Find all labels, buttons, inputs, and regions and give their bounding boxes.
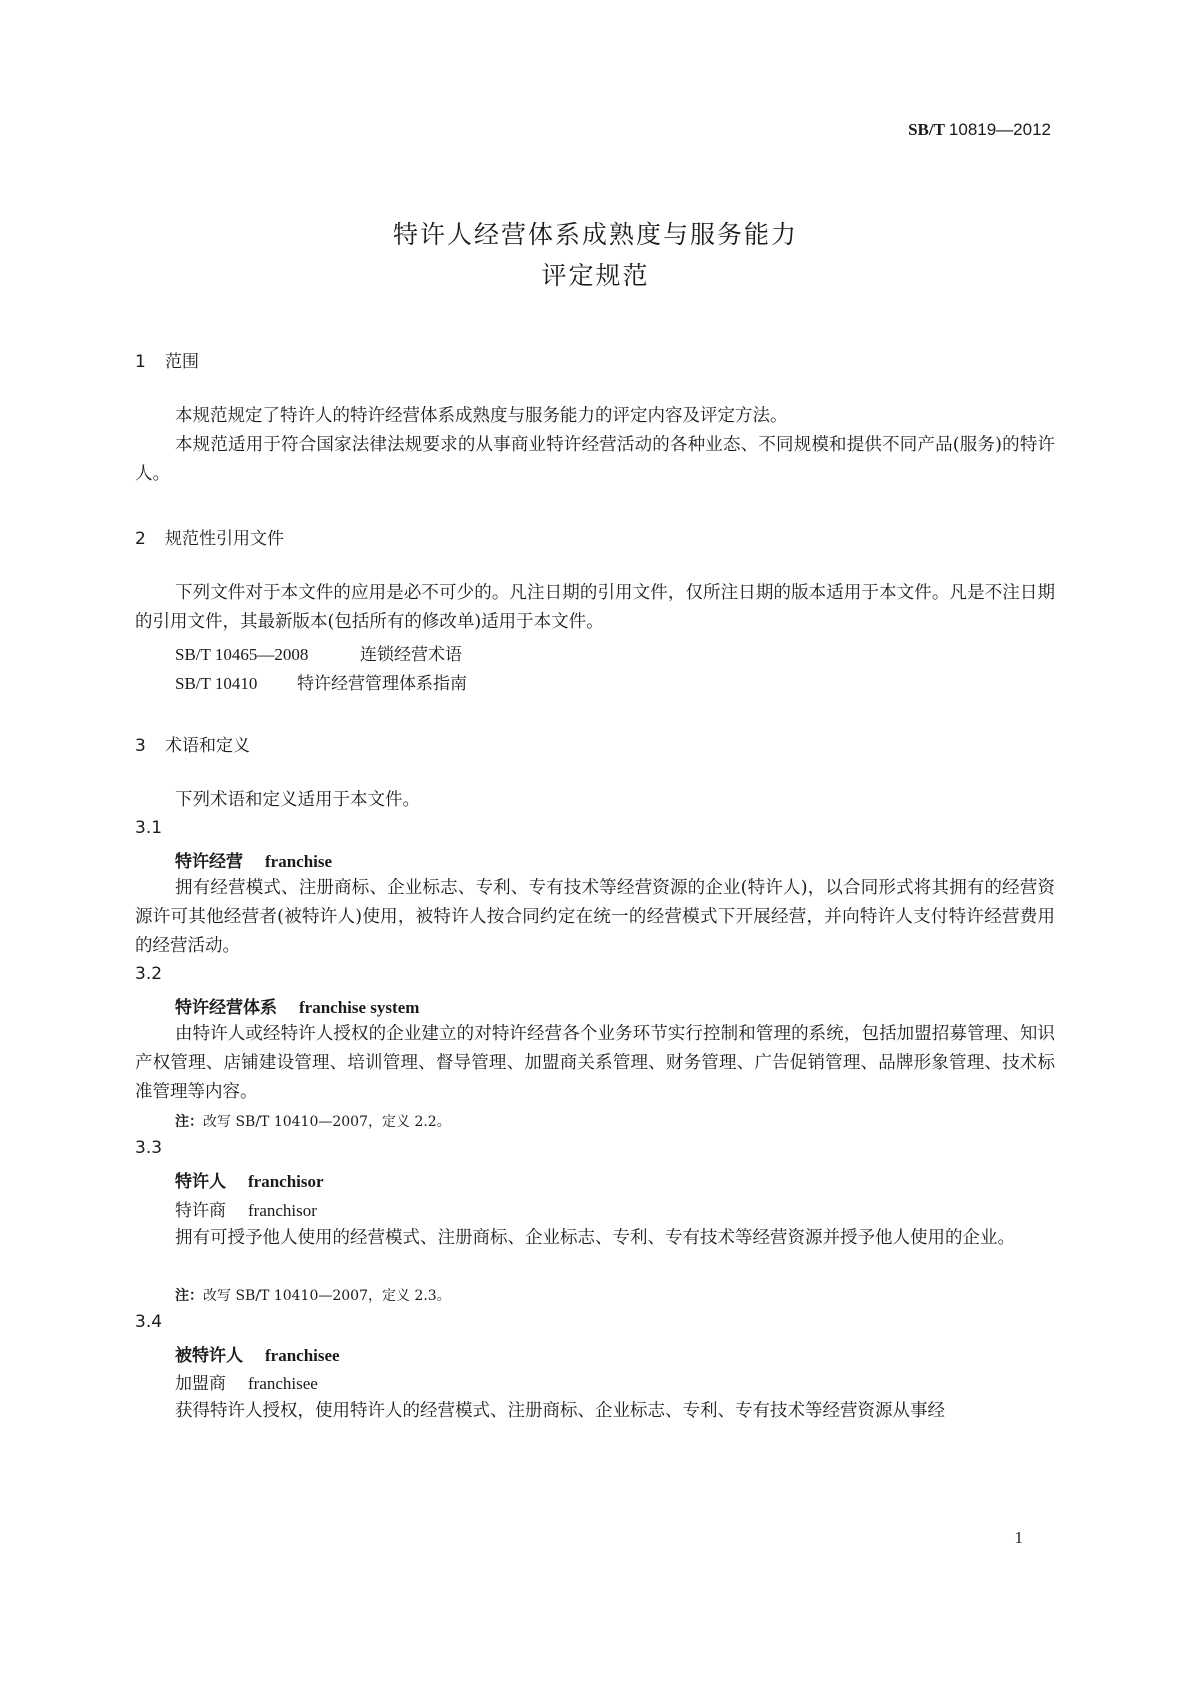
synonym-zh: 特许商 [175, 1201, 226, 1221]
section-1-title: 范围 [165, 352, 199, 372]
term-zh: 特许经营 [175, 852, 243, 872]
section-1-number: 1 [135, 352, 146, 372]
clause-number: 3.3 [135, 1138, 163, 1158]
note-label: 注： [175, 1288, 203, 1304]
term-entry [175, 1341, 340, 1366]
document-title-line1: 特许人经营体系成熟度与服务能力 [392, 220, 798, 249]
reference-code: SB/T 10465—2008 [175, 645, 309, 664]
section-2-title: 规范性引用文件 [165, 529, 284, 549]
document-title-line2: 评定规范 [541, 261, 650, 290]
normative-reference [175, 669, 467, 694]
synonym-en: franchisee [248, 1374, 318, 1393]
term-definition: 拥有经营模式、注册商标、企业标志、专利、专有技术等经营资源的企业(特许人)，以合同形式将其拥有的经营资源许可其他经营者(被特许人)使用，被特许人按合同约定在统一的经营模式下开展经营，并向特许人支付特许经营费用的经营活动。 [135, 878, 1055, 956]
term-zh: 特许人 [175, 1172, 226, 1192]
note-label: 注： [175, 1114, 203, 1130]
clause-number: 3.4 [135, 1312, 163, 1332]
term-en: franchise [265, 852, 333, 871]
term-entry [175, 847, 332, 872]
page-number: 1 [1014, 1528, 1023, 1547]
normative-reference [175, 640, 462, 665]
clause-number: 3.2 [135, 964, 163, 984]
section-3-heading [135, 731, 250, 756]
section-2-number: 2 [135, 529, 146, 549]
section-1-heading [135, 347, 199, 372]
term-synonym [175, 1196, 317, 1221]
term-entry [175, 993, 419, 1018]
term-en: franchisee [265, 1346, 340, 1365]
section-2-paragraph-1: 下列文件对于本文件的应用是必不可少的。凡注日期的引用文件，仅所注日期的版本适用于本文件。凡是不注日期的引用文件，其最新版本(包括所有的修改单)适用于本文件。 [135, 583, 1055, 632]
reference-title: 特许经营管理体系指南 [297, 674, 467, 694]
term-definition: 拥有可授予他人使用的经营模式、注册商标、企业标志、专利、专有技术等经营资源并授予他人使用的企业。 [175, 1228, 1015, 1248]
term-zh: 特许经营体系 [175, 998, 277, 1018]
term-entry [175, 1167, 324, 1192]
term-en: franchise system [299, 998, 420, 1017]
section-3-number: 3 [135, 736, 146, 756]
section-3-title: 术语和定义 [165, 736, 250, 756]
clause-number: 3.1 [135, 818, 163, 838]
term-en: franchisor [248, 1172, 324, 1191]
synonym-en: franchisor [248, 1201, 317, 1220]
standard-number: 10819—2012 [948, 120, 1051, 139]
standard-prefix: SB/T [908, 120, 945, 139]
note-text: 改写 SB/T 10410—2007，定义 2.3。 [203, 1288, 451, 1304]
term-synonym [175, 1369, 318, 1394]
term-zh: 被特许人 [175, 1346, 243, 1366]
section-3-intro: 下列术语和定义适用于本文件。 [175, 790, 420, 810]
reference-code: SB/T 10410 [175, 674, 258, 693]
note-text: 改写 SB/T 10410—2007，定义 2.2。 [203, 1114, 451, 1130]
standard-code [908, 120, 1051, 140]
term-definition: 由特许人或经特许人授权的企业建立的对特许经营各个业务环节实行控制和管理的系统，包括加盟招募管理、知识产权管理、店铺建设管理、培训管理、督导管理、加盟商关系管理、财务管理、广告促销管理、品牌形象管理、技术标准管理等内容。 [135, 1024, 1055, 1102]
term-note [175, 1111, 451, 1131]
section-2-heading [135, 524, 284, 549]
term-definition: 获得特许人授权，使用特许人的经营模式、注册商标、企业标志、专利、专有技术等经营资源从事经 [175, 1401, 945, 1421]
synonym-zh: 加盟商 [175, 1374, 226, 1394]
section-1-paragraph-1: 本规范规定了特许人的特许经营体系成熟度与服务能力的评定内容及评定方法。 [175, 406, 788, 426]
section-1-paragraph-2: 本规范适用于符合国家法律法规要求的从事商业特许经营活动的各种业态、不同规模和提供不同产品(服务)的特许人。 [135, 435, 1055, 484]
reference-title: 连锁经营术语 [360, 645, 462, 665]
term-note [175, 1285, 451, 1305]
